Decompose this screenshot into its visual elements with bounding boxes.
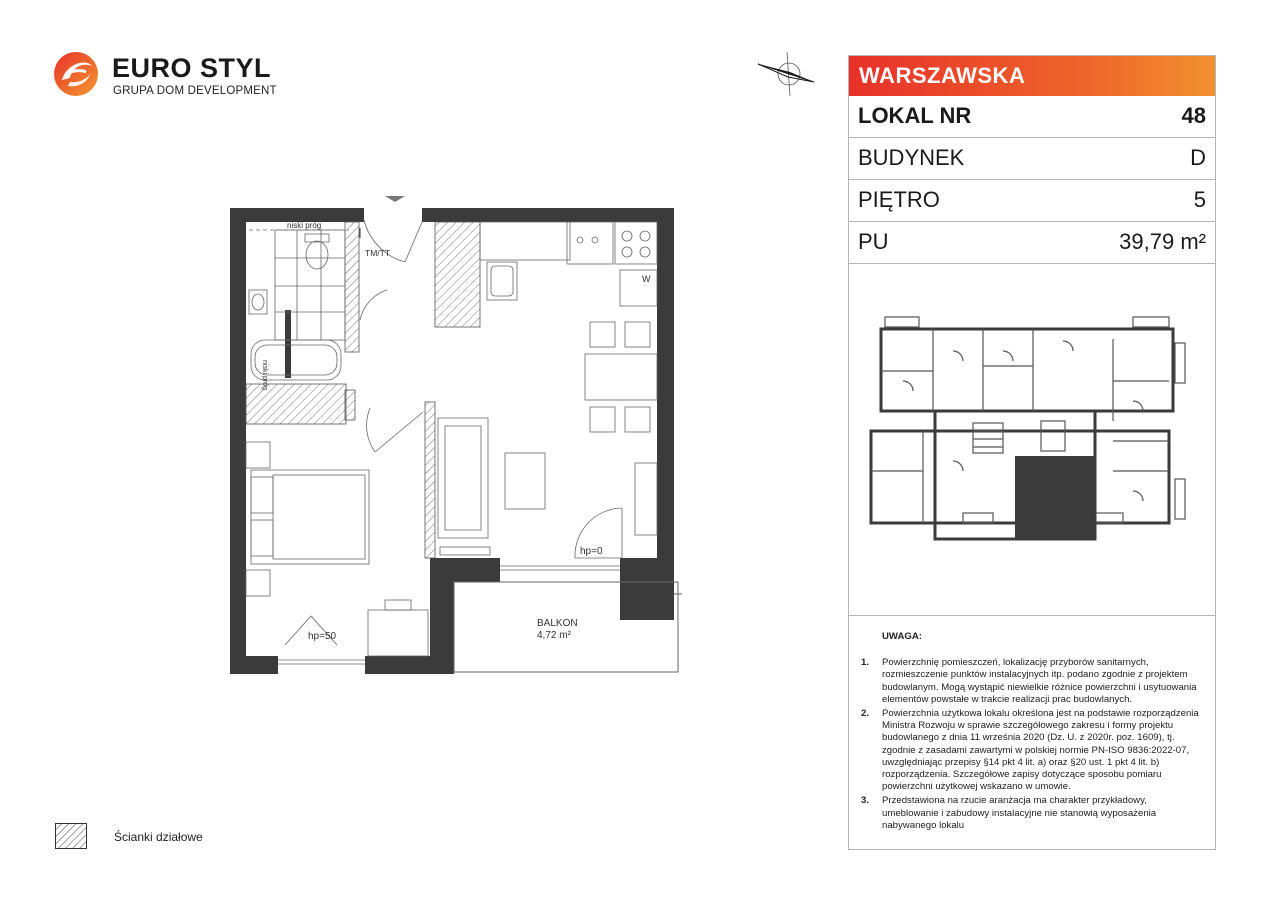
row-pu: [849, 222, 1215, 264]
note-number: 3.: [861, 795, 870, 807]
row-lokal: [849, 96, 1215, 138]
row-value: 48: [1181, 103, 1206, 128]
notes-section: [859, 631, 1204, 834]
highlighted-unit: [1015, 456, 1095, 539]
row-value: 5: [1193, 187, 1206, 212]
note-number: 2.: [861, 708, 870, 720]
brand-logo-icon: [52, 50, 100, 98]
label-hp50: hp=50: [308, 631, 337, 642]
investment-banner: WARSZAWSKA: [849, 56, 1215, 96]
compass-north-icon: [752, 48, 822, 98]
brand-subtitle: GRUPA DOM DEVELOPMENT: [113, 85, 277, 97]
floor-plan: [225, 190, 690, 680]
partition-wall-swatch-icon: [55, 823, 87, 849]
note-text: Powierzchnia użytkowa lokalu określona jest na podstawie rozporządzenia Ministra Rozwoju w sprawie szczegółowego zakresu i formy projektu budowlanego z dnia 11 września 2020 (Dz. U. z 2020r. poz. 1609), tj. zgodnie z zasadami zawartymi w polskiej normie PN-ISO 9836:2022-07, uwzględniając przepisy §14 pkt 4 lit. a) oraz §20 ust. 1 pkt 4 lit. b) rozporządzenia. Szczegółowe zapisy dotyczące sposobu pomiaru powierzchni użytkowej wskazano w umowie.: [882, 708, 1199, 793]
brand-name: EURO STYL: [112, 53, 272, 83]
building-floor-minimap: [863, 311, 1203, 549]
label-niski-prog: niski próg: [287, 221, 322, 230]
row-label: PIĘTRO: [858, 187, 940, 212]
row-value: 39,79 m²: [1119, 229, 1206, 254]
row-label: PU: [858, 229, 889, 254]
notes-title: UWAGA:: [882, 631, 922, 642]
note-number: 1.: [861, 657, 870, 669]
note-item: [859, 708, 1204, 793]
row-label: BUDYNEK: [858, 145, 965, 170]
note-text: Powierzchnię pomieszczeń, lokalizację przyborów sanitarnych, rozmieszczenie punktów instalacyjnych itp. podano zgodnie z projektem budowlanym. Mogą wystąpić niewielkie różnice powierzchni i usytuowania elementów powstałe w trakcie realizacji prac budowlanych.: [882, 657, 1197, 705]
row-label: LOKAL NR: [858, 103, 972, 128]
row-pietro: [849, 180, 1215, 222]
label-w: W: [642, 274, 651, 284]
legend-label: Ścianki działowe: [114, 830, 203, 844]
label-balkon-area: 4,72 m²: [537, 630, 571, 641]
note-text: Przedstawiona na rzucie aranżacja ma charakter przykładowy, umeblowanie i zabudowy instalacyjne nie stanowią wyposażenia nabywanego lokalu: [882, 795, 1157, 831]
label-balkon: BALKON: [537, 618, 578, 629]
note-item: [859, 795, 1204, 832]
label-hp0: hp=0: [580, 546, 603, 557]
panel-divider: [849, 615, 1215, 616]
row-budynek: [849, 138, 1215, 180]
info-panel: [848, 55, 1216, 850]
row-value: D: [1190, 145, 1206, 170]
label-niski-prog-vertical: niski próg: [261, 360, 268, 390]
brand-logo: [52, 50, 292, 104]
label-tm-tt: TM/TT: [365, 248, 391, 258]
note-item: [859, 657, 1204, 706]
